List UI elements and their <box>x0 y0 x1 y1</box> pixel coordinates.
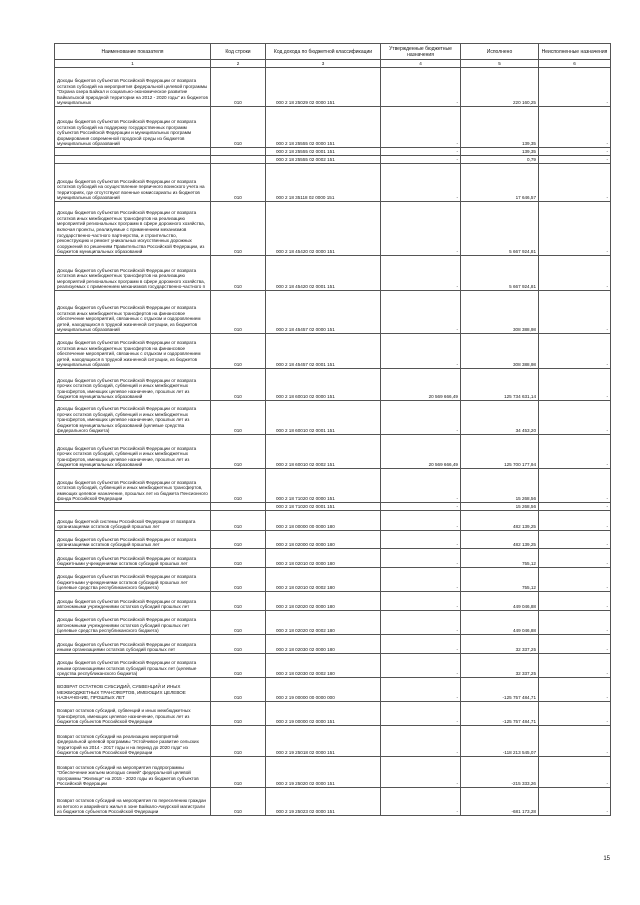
cell-approved: - <box>381 334 461 369</box>
cell-name: Возврат остатков субсидий на мероприятия подпрограммы "Обеспечение жильем молодых семей" федеральной целевой программы "Жилище" на 2015 - 2020 годы из бюджетов субъектов Российской Федерации <box>55 757 211 788</box>
cell-code: 000 2 18 71020 02 0001 151 <box>266 503 381 511</box>
cell-approved: - <box>381 164 461 202</box>
table-row <box>55 334 611 369</box>
cell-executed: -118 213 545,07 <box>461 726 539 757</box>
cell-executed: 32 337,25 <box>461 654 539 678</box>
column-header: Утвержденные бюджетные назначения <box>381 44 461 60</box>
cell-executed: -681 173,28 <box>461 788 539 816</box>
table-body <box>55 68 611 816</box>
cell-name <box>55 503 211 511</box>
table-row <box>55 702 611 726</box>
cell-name: Возврат остатков субсидий, субвенций и иных межбюджетных трансфертов, имеющих целевое назначение, прошлых лет из бюджетов субъектов Российской Федерации <box>55 702 211 726</box>
cell-approved: - <box>381 788 461 816</box>
cell-approved: - <box>381 256 461 291</box>
cell-code: 000 2 19 00000 02 0000 151 <box>266 702 381 726</box>
table-row <box>55 788 611 816</box>
cell-line: 010 <box>211 107 266 148</box>
cell-line: 010 <box>211 202 266 256</box>
cell-name: Доходы бюджетов субъектов Российской Федерации от возврата прочих остатков субсидий, субвенций и иных межбюджетных трансфертов, имеющих целевое назначение, прошлых лет из бюджетов муниципальных образований <box>55 369 211 401</box>
cell-executed: 755,12 <box>461 568 539 592</box>
cell-approved: - <box>381 549 461 568</box>
column-header: Код дохода по бюджетной классификации <box>266 44 381 60</box>
cell-line <box>211 156 266 164</box>
column-header: Исполнено <box>461 44 539 60</box>
cell-code: 000 2 19 25020 02 0000 151 <box>266 757 381 788</box>
cell-code: 000 2 19 25023 02 0000 151 <box>266 788 381 816</box>
column-number: 3 <box>266 60 381 68</box>
cell-line: 010 <box>211 757 266 788</box>
cell-name: Доходы бюджетов субъектов Российской Федерации от возврата иными организациями остатков субсидий прошлых лет <box>55 635 211 654</box>
cell-line: 010 <box>211 549 266 568</box>
cell-executed: 5 667 924,81 <box>461 202 539 256</box>
report-page <box>54 43 610 816</box>
cell-name: Доходы бюджетов субъектов Российской Федерации от возврата автономными учреждениями остатков субсидий прошлых лет (целевые средства республиканского бюджета) <box>55 611 211 635</box>
cell-name: Возврат остатков субсидий на реализацию мероприятий федеральной целевой программы "Устойчивое развитие сельских территорий на 2014 - 2017 годы и на период до 2020 года" из бюджетов субъектов Российской Федерации <box>55 726 211 757</box>
cell-line: 010 <box>211 511 266 531</box>
cell-unexecuted: - <box>539 654 611 678</box>
cell-approved: - <box>381 702 461 726</box>
cell-executed: -215 333,26 <box>461 757 539 788</box>
cell-unexecuted: - <box>539 702 611 726</box>
table-row <box>55 549 611 568</box>
column-number: 6 <box>539 60 611 68</box>
cell-name: Доходы бюджетов субъектов Российской Федерации от возврата иными организациями остатков субсидий прошлых лет (целевые средства республиканского бюджета) <box>55 654 211 678</box>
cell-code: 000 2 18 25029 02 0000 151 <box>266 68 381 107</box>
table-row <box>55 202 611 256</box>
cell-executed: 34 453,20 <box>461 401 539 435</box>
column-header: Код строки <box>211 44 266 60</box>
table-row <box>55 503 611 511</box>
table-row <box>55 635 611 654</box>
cell-unexecuted: - <box>539 726 611 757</box>
cell-line: 010 <box>211 702 266 726</box>
revenue-table <box>54 43 611 816</box>
cell-unexecuted: - <box>539 156 611 164</box>
cell-executed: 15 268,56 <box>461 503 539 511</box>
cell-code: 000 2 18 45420 02 0001 151 <box>266 256 381 291</box>
cell-name: Доходы бюджетов субъектов Российской Федерации от возврата бюджетными учреждениями остатков субсидий прошлых лет <box>55 549 211 568</box>
cell-unexecuted: - <box>539 369 611 401</box>
cell-unexecuted: - <box>539 635 611 654</box>
cell-line: 010 <box>211 164 266 202</box>
column-number: 1 <box>55 60 211 68</box>
cell-name: Доходы бюджетов субъектов Российской Федерации от возврата остатков иных межбюджетных трансфертов на финансовое обеспечение мероприятий, связанных с отдыхом и оздоровлением детей, находящихся в трудной жизненной ситуации, из бюджетов муниципальных образований <box>55 291 211 334</box>
cell-executed: 125 700 177,94 <box>461 435 539 469</box>
cell-unexecuted: - <box>539 611 611 635</box>
cell-approved: - <box>381 291 461 334</box>
column-number: 4 <box>381 60 461 68</box>
cell-approved: - <box>381 401 461 435</box>
cell-approved: - <box>381 654 461 678</box>
cell-unexecuted: - <box>539 549 611 568</box>
cell-line <box>211 148 266 156</box>
table-row <box>55 678 611 702</box>
table-row <box>55 291 611 334</box>
cell-unexecuted: - <box>539 68 611 107</box>
cell-executed: 308 388,98 <box>461 334 539 369</box>
cell-name: Доходы бюджетной системы Российской Федерации от возврата организациями остатков субсидий прошлых лет <box>55 511 211 531</box>
cell-code: 000 2 19 25018 02 0000 151 <box>266 726 381 757</box>
column-number: 5 <box>461 60 539 68</box>
column-number: 2 <box>211 60 266 68</box>
cell-line: 010 <box>211 654 266 678</box>
cell-unexecuted: - <box>539 757 611 788</box>
cell-executed: -125 757 484,71 <box>461 678 539 702</box>
header-row <box>55 44 611 60</box>
cell-approved: - <box>381 531 461 549</box>
cell-code: 000 2 18 02020 02 0002 180 <box>266 611 381 635</box>
cell-name <box>55 148 211 156</box>
cell-executed: 449 046,88 <box>461 611 539 635</box>
cell-code: 000 2 18 02020 02 0000 180 <box>266 592 381 611</box>
cell-approved: - <box>381 469 461 503</box>
cell-executed: -125 757 484,71 <box>461 702 539 726</box>
table-row <box>55 654 611 678</box>
table-row <box>55 531 611 549</box>
cell-line: 010 <box>211 369 266 401</box>
cell-approved: - <box>381 726 461 757</box>
table-row <box>55 107 611 148</box>
cell-line: 010 <box>211 68 266 107</box>
cell-executed: 449 046,88 <box>461 592 539 611</box>
cell-code: 000 2 18 71020 02 0000 151 <box>266 469 381 503</box>
cell-approved: 20 569 666,49 <box>381 369 461 401</box>
cell-line: 010 <box>211 256 266 291</box>
cell-line: 010 <box>211 678 266 702</box>
cell-unexecuted: - <box>539 568 611 592</box>
cell-line: 010 <box>211 291 266 334</box>
cell-line: 010 <box>211 788 266 816</box>
table-row <box>55 401 611 435</box>
cell-unexecuted: - <box>539 256 611 291</box>
column-number-row <box>55 60 611 68</box>
cell-approved: - <box>381 611 461 635</box>
cell-line: 010 <box>211 531 266 549</box>
cell-code: 000 2 18 02010 02 0000 180 <box>266 549 381 568</box>
cell-executed: 15 268,56 <box>461 469 539 503</box>
page-number: 15 <box>603 856 610 862</box>
cell-name: Доходы бюджетов субъектов Российской Федерации от возврата остатков иных межбюджетных трансфертов на финансовое обеспечение мероприятий, связанных с отдыхом и оздоровлением детей, находящихся в трудной жизненной ситуации, из бюджетов муниципальных образов <box>55 334 211 369</box>
cell-code: 000 2 18 60010 02 0001 151 <box>266 401 381 435</box>
cell-name: Доходы бюджетов субъектов Российской Федерации от возврата остатков субсидий на осуществление первичного воинского учета на территориях, где отсутствуют военные комиссариаты из бюджетов муниципальных образований <box>55 164 211 202</box>
table-row <box>55 757 611 788</box>
cell-executed: 125 734 631,14 <box>461 369 539 401</box>
table-row <box>55 435 611 469</box>
cell-code: 000 2 18 02030 02 0000 180 <box>266 635 381 654</box>
table-row <box>55 164 611 202</box>
cell-code: 000 2 18 45420 02 0000 151 <box>266 202 381 256</box>
cell-code: 000 2 18 45457 02 0000 151 <box>266 291 381 334</box>
cell-executed: 139,35 <box>461 107 539 148</box>
cell-approved: - <box>381 107 461 148</box>
cell-approved: - <box>381 568 461 592</box>
cell-name: Доходы бюджетов субъектов Российской Федерации от возврата остатков иных межбюджетных трансфертов на реализацию мероприятий региональных программ в сфере дорожного хозяйства, реализуемых с применением механизмов государственно-частного п <box>55 256 211 291</box>
cell-line: 010 <box>211 592 266 611</box>
cell-unexecuted: - <box>539 531 611 549</box>
cell-unexecuted: - <box>539 291 611 334</box>
cell-executed: 308 388,98 <box>461 291 539 334</box>
cell-line: 010 <box>211 635 266 654</box>
cell-approved: - <box>381 68 461 107</box>
cell-code: 000 2 19 00000 00 0000 000 <box>266 678 381 702</box>
cell-unexecuted: - <box>539 592 611 611</box>
cell-executed: 139,35 <box>461 148 539 156</box>
cell-code: 000 2 18 60010 02 0002 151 <box>266 435 381 469</box>
cell-unexecuted: - <box>539 107 611 148</box>
cell-line: 010 <box>211 401 266 435</box>
cell-line: 010 <box>211 334 266 369</box>
cell-name: Доходы бюджетов субъектов Российской Федерации от возврата остатков субсидий, субвенций и иных межбюджетных трансфертов, имеющих целевое назначение, прошлых лет из бюджета Пенсионного фонда Российской Федерации <box>55 469 211 503</box>
cell-executed: 482 139,25 <box>461 511 539 531</box>
table-row <box>55 68 611 107</box>
table-row <box>55 148 611 156</box>
cell-name <box>55 156 211 164</box>
cell-approved: - <box>381 148 461 156</box>
cell-approved: - <box>381 592 461 611</box>
cell-executed: 32 337,25 <box>461 635 539 654</box>
cell-approved: - <box>381 757 461 788</box>
cell-line: 010 <box>211 726 266 757</box>
cell-approved: - <box>381 156 461 164</box>
cell-code: 000 2 18 25555 02 0001 151 <box>266 148 381 156</box>
cell-unexecuted: - <box>539 148 611 156</box>
cell-name: Доходы бюджетов субъектов Российской Федерации от возврата остатков иных межбюджетных трансфертов на реализацию мероприятий региональных программ в сфере дорожного хозяйства, включая проекты, реализуемые с применением механизмов государственно-частного партнерства, и строительство, реконструкцию и ремонт уникальных искусственных дорожных сооружений по решениям Правительства Российской Федерации, из бюджетов муниципальных образований <box>55 202 211 256</box>
cell-approved: - <box>381 635 461 654</box>
cell-name: Возврат остатков субсидий на мероприятия по переселению граждан из ветхого и аварийного жилья в зоне Байкало-Амурской магистрали из бюджетов субъектов Российской Федерации <box>55 788 211 816</box>
table-row <box>55 611 611 635</box>
cell-unexecuted: - <box>539 401 611 435</box>
cell-unexecuted: - <box>539 788 611 816</box>
cell-name: Доходы бюджетов субъектов Российской Федерации от возврата бюджетными учреждениями остатков субсидий прошлых лет (целевые средства республиканского бюджета) <box>55 568 211 592</box>
cell-name: Доходы бюджетов субъектов Российской Федерации от возврата организациями остатков субсидий прошлых лет <box>55 531 211 549</box>
cell-executed: 755,12 <box>461 549 539 568</box>
cell-unexecuted: - <box>539 202 611 256</box>
column-header: Наименование показателя <box>55 44 211 60</box>
cell-approved: - <box>381 503 461 511</box>
cell-line: 010 <box>211 568 266 592</box>
table-row <box>55 369 611 401</box>
cell-executed: 5 667 924,81 <box>461 256 539 291</box>
cell-executed: 17 646,57 <box>461 164 539 202</box>
cell-unexecuted: - <box>539 164 611 202</box>
cell-code: 000 2 18 02030 02 0002 180 <box>266 654 381 678</box>
table-row <box>55 469 611 503</box>
cell-name: Доходы бюджетов субъектов Российской Федерации от возврата прочих остатков субсидий, субвенций и иных межбюджетных трансфертов, имеющих целевое назначение, прошлых лет из бюджетов муниципальных образований <box>55 435 211 469</box>
cell-unexecuted: - <box>539 511 611 531</box>
table-row <box>55 511 611 531</box>
cell-code: 000 2 18 35118 02 0000 151 <box>266 164 381 202</box>
cell-name: Доходы бюджетов субъектов Российской Федерации от возврата остатков субсидий на поддержку государственных программ субъектов Российской Федерации и муниципальных программ формирования современной городской среды из бюджетов муниципальных образований <box>55 107 211 148</box>
column-header: Неисполненные назначения <box>539 44 611 60</box>
cell-unexecuted: - <box>539 678 611 702</box>
cell-unexecuted: - <box>539 469 611 503</box>
cell-unexecuted: - <box>539 334 611 369</box>
table-row <box>55 256 611 291</box>
cell-executed: 0,79 <box>461 156 539 164</box>
cell-code: 000 2 18 60010 02 0000 151 <box>266 369 381 401</box>
cell-approved: - <box>381 511 461 531</box>
cell-line <box>211 503 266 511</box>
cell-code: 000 2 18 02010 02 0002 180 <box>266 568 381 592</box>
cell-code: 000 2 18 00000 00 0000 180 <box>266 511 381 531</box>
cell-line: 010 <box>211 611 266 635</box>
cell-approved: - <box>381 202 461 256</box>
cell-name: Доходы бюджетов субъектов Российской Федерации от возврата автономными учреждениями остатков субсидий прошлых лет <box>55 592 211 611</box>
cell-name: Доходы бюджетов субъектов Российской Федерации от возврата прочих остатков субсидий, субвенций и иных межбюджетных трансфертов, имеющих целевое назначение, прошлых лет из бюджетов муниципальных образований (целевые средства федерального бюджета) <box>55 401 211 435</box>
cell-approved: - <box>381 678 461 702</box>
table-row <box>55 592 611 611</box>
cell-code: 000 2 18 02000 02 0000 180 <box>266 531 381 549</box>
cell-unexecuted: - <box>539 503 611 511</box>
cell-approved: 20 569 666,49 <box>381 435 461 469</box>
cell-line: 010 <box>211 469 266 503</box>
cell-unexecuted: - <box>539 435 611 469</box>
cell-executed: 220 160,25 <box>461 68 539 107</box>
cell-code: 000 2 18 25555 02 0002 151 <box>266 156 381 164</box>
cell-line: 010 <box>211 435 266 469</box>
cell-name: Доходы бюджетов субъектов Российской Федерации от возврата остатков субсидий на мероприятия федеральной целевой программы "Охрана озера Байкал и социально-экономическое развитие Байкальской природной территории на 2012 - 2020 годы" из бюджетов муниципальных <box>55 68 211 107</box>
table-row <box>55 568 611 592</box>
cell-code: 000 2 18 25555 02 0000 151 <box>266 107 381 148</box>
cell-name: ВОЗВРАТ ОСТАТКОВ СУБСИДИЙ, СУБВЕНЦИЙ И ИНЫХ МЕЖБЮДЖЕТНЫХ ТРАНСФЕРТОВ, ИМЕЮЩИХ ЦЕЛЕВОЕ НАЗНАЧЕНИЕ, ПРОШЛЫХ ЛЕТ <box>55 678 211 702</box>
table-row <box>55 726 611 757</box>
table-row <box>55 156 611 164</box>
cell-executed: 482 139,25 <box>461 531 539 549</box>
cell-code: 000 2 18 45457 02 0001 151 <box>266 334 381 369</box>
